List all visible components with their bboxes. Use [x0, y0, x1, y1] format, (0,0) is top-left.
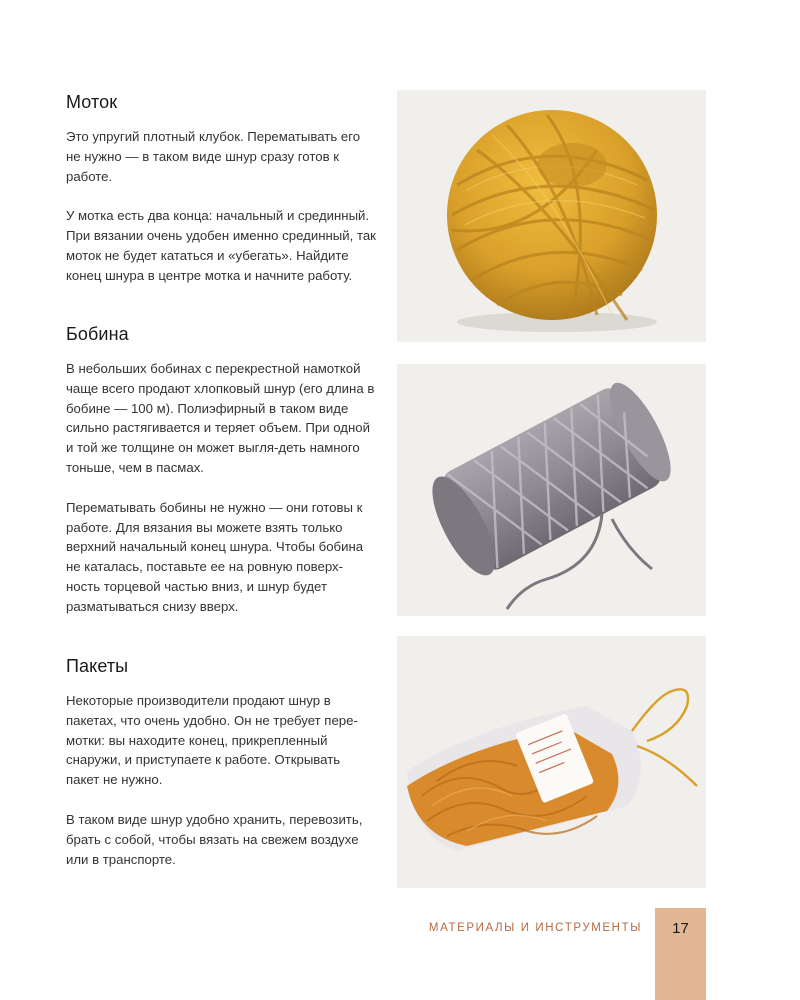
grey-cord-bobbin-image: [397, 364, 706, 616]
section-paragraph: Это упругий плотный клубок. Перематывать его не нужно — в таком виде шнур сразу готов к работе.: [66, 129, 361, 184]
section-title: Пакеты: [66, 656, 129, 676]
page-number: 17: [672, 920, 689, 937]
section-title: Бобина: [66, 324, 129, 344]
section-motok: [66, 92, 376, 306]
section-paragraph: В небольших бобинах с перекрестной намоткой чаще всего продают хлопковый шнур (его длина в бобине — 100 м). Полиэфирный в таком виде сильно растягивается и теряет объем. При одной и той же толщине он может выгля-деть намного тоньше, чем в пасмах.: [66, 361, 375, 475]
chapter-label: МАТЕРИАЛЫ И ИНСТРУМЕНТЫ: [428, 922, 642, 934]
mustard-yarn-ball-image: [397, 90, 706, 342]
section-pakety: [66, 656, 376, 889]
section-bobina: [66, 324, 376, 637]
cord-in-bag-image: [397, 636, 706, 888]
section-paragraph: Перематывать бобины не нужно — они готовы к работе. Для вязания вы можете взять только верхний начальный конец шнура. Чтобы бобина не каталась, поставьте ее на ровную поверх-ность торцевой частью вниз, и шнур будет разматываться снизу вверх.: [66, 499, 364, 614]
section-title: Моток: [66, 92, 118, 112]
section-paragraph: У мотка есть два конца: начальный и срединный. При вязании очень удобен именно срединный, так моток не будет кататься и «убегать». Найдите конец шнура в центре мотка и начните работу.: [66, 208, 376, 283]
section-paragraph: Некоторые производители продают шнур в пакетах, что очень удобно. Он не требует пере-мотки: вы находите конец, прикрепленный снаружи, и приступаете к работе. Открывать пакет не нужно.: [66, 693, 358, 788]
section-paragraph: В таком виде шнур удобно хранить, перевозить, брать с собой, чтобы вязать на свежем воздухе или в транспорте.: [66, 811, 363, 867]
page-number-tab: [655, 908, 706, 1000]
